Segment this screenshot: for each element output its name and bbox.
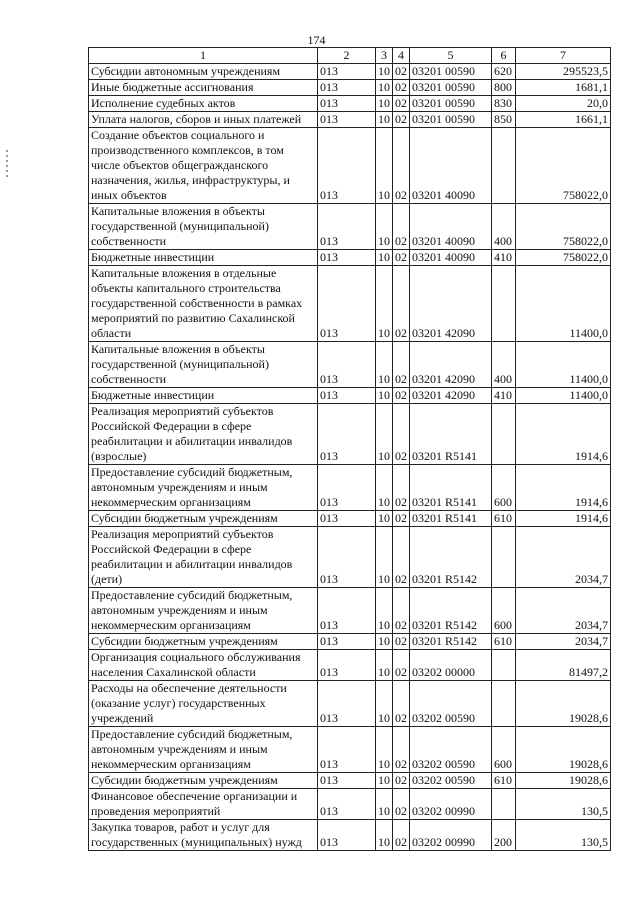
expense-name-cell: Предоставление субсидий бюджетным, автономным учреждениям и иным некоммерческим организациям — [89, 727, 318, 773]
ministry-code-cell: 013 — [318, 527, 376, 588]
expense-name-cell: Субсидии автономным учреждениям — [89, 64, 318, 80]
section-cell: 10 — [376, 80, 393, 96]
expense-name-cell: Бюджетные инвестиции — [89, 388, 318, 404]
expense-type-cell: 600 — [492, 465, 516, 511]
header-cell: 7 — [516, 48, 611, 64]
table-row — [89, 342, 611, 388]
subsection-cell: 02 — [393, 727, 410, 773]
section-cell: 10 — [376, 820, 393, 851]
table-row — [89, 650, 611, 681]
section-cell: 10 — [376, 388, 393, 404]
expense-name-cell: Уплата налогов, сборов и иных платежей — [89, 112, 318, 128]
expense-type-cell — [492, 266, 516, 342]
expense-type-cell: 610 — [492, 634, 516, 650]
target-article-cell: 03201 00590 — [410, 112, 492, 128]
section-cell: 10 — [376, 266, 393, 342]
budget-table — [88, 47, 611, 851]
expense-name-cell: Иные бюджетные ассигнования — [89, 80, 318, 96]
ministry-code-cell: 013 — [318, 820, 376, 851]
ministry-code-cell: 013 — [318, 588, 376, 634]
table-row — [89, 204, 611, 250]
ministry-code-cell: 013 — [318, 650, 376, 681]
expense-type-cell: 830 — [492, 96, 516, 112]
expense-name-cell: Организация социального обслуживания населения Сахалинской области — [89, 650, 318, 681]
target-article-cell: 03201 40090 — [410, 204, 492, 250]
ministry-code-cell: 013 — [318, 773, 376, 789]
amount-cell: 11400,0 — [516, 342, 611, 388]
header-cell: 4 — [393, 48, 410, 64]
expense-type-cell: 600 — [492, 588, 516, 634]
target-article-cell: 03201 R5142 — [410, 634, 492, 650]
expense-name-cell: Субсидии бюджетным учреждениям — [89, 773, 318, 789]
target-article-cell: 03201 00590 — [410, 64, 492, 80]
subsection-cell: 02 — [393, 650, 410, 681]
expense-type-cell: 200 — [492, 820, 516, 851]
amount-cell: 1914,6 — [516, 404, 611, 465]
ministry-code-cell: 013 — [318, 634, 376, 650]
target-article-cell: 03201 42090 — [410, 388, 492, 404]
expense-type-cell: 610 — [492, 511, 516, 527]
amount-cell: 2034,7 — [516, 527, 611, 588]
section-cell: 10 — [376, 773, 393, 789]
expense-type-cell — [492, 650, 516, 681]
subsection-cell: 02 — [393, 511, 410, 527]
amount-cell: 130,5 — [516, 820, 611, 851]
amount-cell: 19028,6 — [516, 773, 611, 789]
expense-name-cell: Предоставление субсидий бюджетным, автономным учреждениям и иным некоммерческим организациям — [89, 465, 318, 511]
ministry-code-cell: 013 — [318, 250, 376, 266]
amount-cell: 1914,6 — [516, 511, 611, 527]
section-cell: 10 — [376, 128, 393, 204]
target-article-cell: 03201 00590 — [410, 80, 492, 96]
table-row — [89, 465, 611, 511]
amount-cell: 19028,6 — [516, 727, 611, 773]
section-cell: 10 — [376, 511, 393, 527]
section-cell: 10 — [376, 634, 393, 650]
section-cell: 10 — [376, 789, 393, 820]
header-cell: 3 — [376, 48, 393, 64]
expense-type-cell — [492, 527, 516, 588]
expense-type-cell: 620 — [492, 64, 516, 80]
amount-cell: 81497,2 — [516, 650, 611, 681]
table-row — [89, 511, 611, 527]
amount-cell: 130,5 — [516, 789, 611, 820]
header-cell: 6 — [492, 48, 516, 64]
section-cell: 10 — [376, 588, 393, 634]
ministry-code-cell: 013 — [318, 681, 376, 727]
table-row — [89, 96, 611, 112]
expense-type-cell — [492, 789, 516, 820]
expense-name-cell: Исполнение судебных актов — [89, 96, 318, 112]
subsection-cell: 02 — [393, 404, 410, 465]
amount-cell: 295523,5 — [516, 64, 611, 80]
expense-name-cell: Капитальные вложения в отдельные объекты капитального строительства государственной собственности в рамках мероприятий по развитию Сахалинской области — [89, 266, 318, 342]
header-cell: 2 — [318, 48, 376, 64]
table-row — [89, 80, 611, 96]
section-cell: 10 — [376, 404, 393, 465]
ministry-code-cell: 013 — [318, 128, 376, 204]
target-article-cell: 03201 00590 — [410, 96, 492, 112]
scan-artifact — [6, 150, 8, 180]
target-article-cell: 03201 42090 — [410, 342, 492, 388]
expense-type-cell: 400 — [492, 204, 516, 250]
expense-type-cell — [492, 404, 516, 465]
amount-cell: 19028,6 — [516, 681, 611, 727]
section-cell: 10 — [376, 727, 393, 773]
expense-name-cell: Закупка товаров, работ и услуг для государственных (муниципальных) нужд — [89, 820, 318, 851]
table-row — [89, 527, 611, 588]
table-row — [89, 266, 611, 342]
section-cell: 10 — [376, 64, 393, 80]
subsection-cell: 02 — [393, 96, 410, 112]
subsection-cell: 02 — [393, 388, 410, 404]
ministry-code-cell: 013 — [318, 266, 376, 342]
expense-type-cell: 600 — [492, 727, 516, 773]
target-article-cell: 03202 00990 — [410, 820, 492, 851]
ministry-code-cell: 013 — [318, 727, 376, 773]
section-cell: 10 — [376, 96, 393, 112]
table-row — [89, 250, 611, 266]
ministry-code-cell: 013 — [318, 96, 376, 112]
amount-cell: 11400,0 — [516, 266, 611, 342]
amount-cell: 2034,7 — [516, 634, 611, 650]
table-row — [89, 727, 611, 773]
expense-type-cell: 850 — [492, 112, 516, 128]
subsection-cell: 02 — [393, 527, 410, 588]
section-cell: 10 — [376, 250, 393, 266]
target-article-cell: 03202 00000 — [410, 650, 492, 681]
expense-type-cell: 800 — [492, 80, 516, 96]
ministry-code-cell: 013 — [318, 64, 376, 80]
expense-type-cell: 410 — [492, 388, 516, 404]
expense-type-cell: 400 — [492, 342, 516, 388]
ministry-code-cell: 013 — [318, 388, 376, 404]
amount-cell: 20,0 — [516, 96, 611, 112]
subsection-cell: 02 — [393, 266, 410, 342]
target-article-cell: 03201 R5142 — [410, 527, 492, 588]
expense-name-cell: Расходы на обеспечение деятельности (оказание услуг) государственных учреждений — [89, 681, 318, 727]
target-article-cell: 03202 00590 — [410, 727, 492, 773]
subsection-cell: 02 — [393, 80, 410, 96]
header-row — [89, 48, 611, 64]
amount-cell: 758022,0 — [516, 204, 611, 250]
subsection-cell: 02 — [393, 342, 410, 388]
section-cell: 10 — [376, 681, 393, 727]
table-row — [89, 64, 611, 80]
amount-cell: 1661,1 — [516, 112, 611, 128]
subsection-cell: 02 — [393, 204, 410, 250]
table-row — [89, 773, 611, 789]
target-article-cell: 03202 00990 — [410, 789, 492, 820]
table-row — [89, 128, 611, 204]
section-cell: 10 — [376, 650, 393, 681]
table-row — [89, 388, 611, 404]
section-cell: 10 — [376, 527, 393, 588]
target-article-cell: 03201 40090 — [410, 250, 492, 266]
expense-type-cell — [492, 681, 516, 727]
section-cell: 10 — [376, 342, 393, 388]
expense-type-cell: 610 — [492, 773, 516, 789]
target-article-cell: 03201 R5142 — [410, 588, 492, 634]
target-article-cell: 03201 42090 — [410, 266, 492, 342]
target-article-cell: 03201 40090 — [410, 128, 492, 204]
table-row — [89, 681, 611, 727]
section-cell: 10 — [376, 465, 393, 511]
expense-name-cell: Субсидии бюджетным учреждениям — [89, 634, 318, 650]
section-cell: 10 — [376, 204, 393, 250]
subsection-cell: 02 — [393, 465, 410, 511]
ministry-code-cell: 013 — [318, 204, 376, 250]
expense-type-cell: 410 — [492, 250, 516, 266]
subsection-cell: 02 — [393, 681, 410, 727]
ministry-code-cell: 013 — [318, 511, 376, 527]
ministry-code-cell: 013 — [318, 80, 376, 96]
ministry-code-cell: 013 — [318, 112, 376, 128]
ministry-code-cell: 013 — [318, 342, 376, 388]
target-article-cell: 03202 00590 — [410, 681, 492, 727]
expense-name-cell: Реализация мероприятий субъектов Российской Федерации в сфере реабилитации и абилитации инвалидов (взрослые) — [89, 404, 318, 465]
ministry-code-cell: 013 — [318, 404, 376, 465]
expense-type-cell — [492, 128, 516, 204]
subsection-cell: 02 — [393, 789, 410, 820]
ministry-code-cell: 013 — [318, 789, 376, 820]
table-row — [89, 789, 611, 820]
target-article-cell: 03201 R5141 — [410, 404, 492, 465]
subsection-cell: 02 — [393, 64, 410, 80]
target-article-cell: 03201 R5141 — [410, 511, 492, 527]
amount-cell: 758022,0 — [516, 250, 611, 266]
expense-name-cell: Капитальные вложения в объекты государственной (муниципальной) собственности — [89, 204, 318, 250]
subsection-cell: 02 — [393, 588, 410, 634]
amount-cell: 11400,0 — [516, 388, 611, 404]
expense-name-cell: Капитальные вложения в объекты государственной (муниципальной) собственности — [89, 342, 318, 388]
amount-cell: 758022,0 — [516, 128, 611, 204]
table-row — [89, 404, 611, 465]
expense-name-cell: Реализация мероприятий субъектов Российской Федерации в сфере реабилитации и абилитации инвалидов (дети) — [89, 527, 318, 588]
target-article-cell: 03201 R5141 — [410, 465, 492, 511]
header-cell: 1 — [89, 48, 318, 64]
expense-name-cell: Финансовое обеспечение организации и проведения мероприятий — [89, 789, 318, 820]
table-row — [89, 588, 611, 634]
table-row — [89, 112, 611, 128]
expense-name-cell: Субсидии бюджетным учреждениям — [89, 511, 318, 527]
table-row — [89, 820, 611, 851]
subsection-cell: 02 — [393, 773, 410, 789]
header-cell: 5 — [410, 48, 492, 64]
expense-name-cell: Бюджетные инвестиции — [89, 250, 318, 266]
section-cell: 10 — [376, 112, 393, 128]
subsection-cell: 02 — [393, 820, 410, 851]
subsection-cell: 02 — [393, 112, 410, 128]
expense-name-cell: Предоставление субсидий бюджетным, автономным учреждениям и иным некоммерческим организациям — [89, 588, 318, 634]
target-article-cell: 03202 00590 — [410, 773, 492, 789]
amount-cell: 1914,6 — [516, 465, 611, 511]
subsection-cell: 02 — [393, 250, 410, 266]
table-row — [89, 634, 611, 650]
subsection-cell: 02 — [393, 128, 410, 204]
amount-cell: 1681,1 — [516, 80, 611, 96]
subsection-cell: 02 — [393, 634, 410, 650]
page-number: 174 — [307, 33, 326, 47]
ministry-code-cell: 013 — [318, 465, 376, 511]
amount-cell: 2034,7 — [516, 588, 611, 634]
expense-name-cell: Создание объектов социального и производственного комплексов, в том числе объектов общегражданского назначения, жилья, инфраструктуры, и иных объектов — [89, 128, 318, 204]
